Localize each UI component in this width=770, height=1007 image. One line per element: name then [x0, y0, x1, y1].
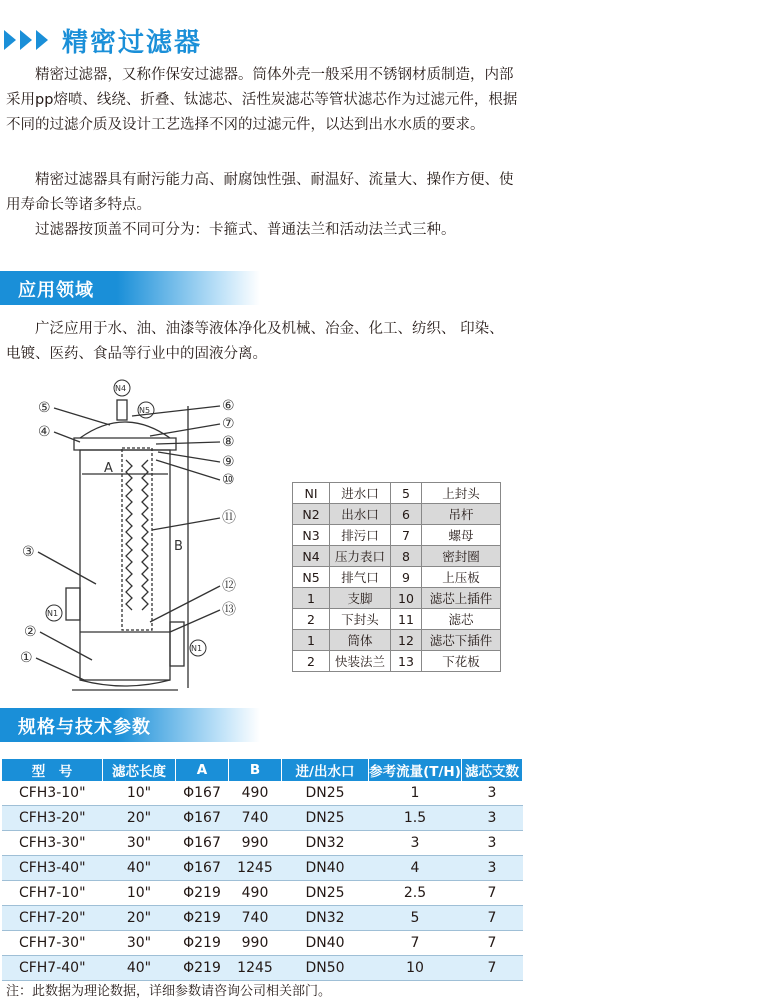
leader-9	[158, 452, 220, 462]
parts-cell: 8	[391, 546, 422, 567]
parts-cell: NI	[293, 483, 330, 504]
table-cell: 30"	[103, 831, 176, 856]
parts-cell: 筒体	[330, 630, 391, 651]
table-cell: 1.5	[369, 806, 462, 831]
parts-cell: 快装法兰	[330, 651, 391, 672]
leader-4	[54, 432, 80, 442]
table-cell: 740	[229, 806, 282, 831]
section-header-spec	[0, 708, 260, 742]
table-row	[2, 831, 523, 856]
parts-cell: 7	[391, 525, 422, 546]
intro-paragraph-2: 精密过滤器具有耐污能力高、耐腐蚀性强、耐温好、流量大、操作方便、使用寿命长等诸多特点。	[6, 172, 514, 213]
callout-13: ⑬	[222, 602, 236, 618]
parts-row	[293, 651, 501, 672]
leader-3	[38, 552, 96, 584]
parts-table	[292, 482, 501, 672]
callout-8: ⑧	[222, 434, 235, 450]
section-header-application	[0, 271, 260, 305]
table-cell: 7	[462, 906, 523, 931]
filter-diagram	[0, 370, 290, 700]
application-paragraph: 广泛应用于水、油、油漆等液体净化及机械、冶金、化工、纺织、 印染、电镀、医药、食品等行业中的固液分离。	[6, 321, 504, 362]
table-cell: Φ219	[176, 881, 229, 906]
callout-4: ④	[38, 424, 51, 440]
callout-1: ①	[20, 650, 33, 666]
table-cell: 7	[462, 956, 523, 981]
parts-cell: 1	[293, 630, 330, 651]
top-head	[80, 422, 170, 438]
spec-header-row	[2, 759, 523, 781]
parts-row	[293, 525, 501, 546]
footnote: 注：此数据为理论数据，详细参数请咨询公司相关部门。	[6, 984, 332, 999]
table-cell: CFH7-10"	[2, 881, 103, 906]
page-title: 精密过滤器	[62, 27, 203, 58]
parts-cell: 进水口	[330, 483, 391, 504]
parts-cell: 9	[391, 567, 422, 588]
callout-10: ⑩	[222, 472, 235, 488]
table-row	[2, 781, 523, 806]
callout-5: ⑤	[38, 400, 51, 416]
parts-cell: N2	[293, 504, 330, 525]
column-header: 型 号	[2, 759, 103, 781]
table-cell: 30"	[103, 931, 176, 956]
parts-cell: 上压板	[422, 567, 501, 588]
table-row	[2, 881, 523, 906]
table-cell: CFH3-30"	[2, 831, 103, 856]
column-header: 滤芯长度	[103, 759, 176, 781]
table-cell: DN32	[282, 831, 369, 856]
callout-9: ⑨	[222, 454, 235, 470]
table-cell: CFH3-20"	[2, 806, 103, 831]
table-cell: DN25	[282, 781, 369, 806]
table-cell: Φ167	[176, 831, 229, 856]
table-cell: 3	[462, 806, 523, 831]
table-cell: 10"	[103, 781, 176, 806]
arrow-icon	[20, 30, 32, 50]
n1-inlet-label: N1	[47, 609, 59, 618]
table-cell: 490	[229, 881, 282, 906]
vessel-body	[80, 450, 170, 680]
table-cell: DN40	[282, 856, 369, 881]
table-cell: 4	[369, 856, 462, 881]
parts-cell: 滤芯上插件	[422, 588, 501, 609]
table-cell: 490	[229, 781, 282, 806]
table-cell: 990	[229, 931, 282, 956]
dim-b-label: B	[174, 539, 183, 554]
column-header: 滤芯支数	[462, 759, 523, 781]
table-row	[2, 931, 523, 956]
table-cell: Φ219	[176, 931, 229, 956]
parts-cell: 密封圈	[422, 546, 501, 567]
callout-7: ⑦	[222, 416, 235, 432]
intro-paragraph-3: 过滤器按顶盖不同可分为：卡箍式、普通法兰和活动法兰式三种。	[35, 222, 456, 238]
arrow-icon	[36, 30, 48, 50]
table-cell: 7	[462, 881, 523, 906]
n1-inlet	[66, 588, 80, 620]
table-cell: 7	[462, 931, 523, 956]
parts-cell: N3	[293, 525, 330, 546]
leader-1	[36, 658, 84, 680]
table-cell: 3	[462, 781, 523, 806]
n4-label: N4	[115, 384, 127, 393]
parts-row	[293, 588, 501, 609]
table-cell: DN25	[282, 806, 369, 831]
table-row	[2, 856, 523, 881]
table-cell: 3	[369, 831, 462, 856]
parts-row	[293, 483, 501, 504]
parts-cell: 12	[391, 630, 422, 651]
table-cell: 20"	[103, 906, 176, 931]
table-row	[2, 806, 523, 831]
parts-cell: 13	[391, 651, 422, 672]
parts-cell: 排气口	[330, 567, 391, 588]
title-row	[0, 20, 202, 60]
callout-2: ②	[24, 624, 37, 640]
table-cell: 740	[229, 906, 282, 931]
table-cell: CFH7-30"	[2, 931, 103, 956]
parts-cell: 2	[293, 609, 330, 630]
table-cell: 3	[462, 831, 523, 856]
n4-port	[117, 400, 127, 420]
parts-cell: 滤芯下插件	[422, 630, 501, 651]
table-cell: CFH7-20"	[2, 906, 103, 931]
leader-7	[150, 424, 220, 436]
parts-cell: N5	[293, 567, 330, 588]
intro-paragraph-1: 精密过滤器，又称作保安过滤器。筒体外壳一般采用不锈钢材质制造，内部采用pp熔喷、线绕、折叠、钛滤芯、活性炭滤芯等管状滤芯作为过滤元件，根据不同的过滤介质及设计工艺选择不冈的过滤元件，以达到出水水质的要求。	[6, 67, 518, 133]
parts-cell: 11	[391, 609, 422, 630]
column-header: B	[229, 759, 282, 781]
table-cell: Φ167	[176, 806, 229, 831]
parts-cell: 1	[293, 588, 330, 609]
parts-cell: 10	[391, 588, 422, 609]
table-row	[2, 906, 523, 931]
parts-row	[293, 504, 501, 525]
column-header: 进/出水口	[282, 759, 369, 781]
section-header-label: 规格与技术参数	[18, 717, 151, 738]
leader-13	[170, 610, 220, 632]
table-cell: Φ167	[176, 781, 229, 806]
parts-cell: 出水口	[330, 504, 391, 525]
column-header: A	[176, 759, 229, 781]
table-cell: 1	[369, 781, 462, 806]
parts-cell: 2	[293, 651, 330, 672]
parts-cell: 压力表口	[330, 546, 391, 567]
parts-cell: 6	[391, 504, 422, 525]
table-cell: DN50	[282, 956, 369, 981]
parts-cell: 滤芯	[422, 609, 501, 630]
table-cell: CFH3-10"	[2, 781, 103, 806]
parts-row	[293, 609, 501, 630]
table-cell: CFH3-40"	[2, 856, 103, 881]
callout-12: ⑫	[222, 578, 236, 594]
table-cell: 1245	[229, 856, 282, 881]
table-cell: 20"	[103, 806, 176, 831]
table-cell: Φ167	[176, 856, 229, 881]
table-cell: DN25	[282, 881, 369, 906]
table-cell: 990	[229, 831, 282, 856]
parts-cell: 螺母	[422, 525, 501, 546]
table-cell: Φ219	[176, 956, 229, 981]
section-header-label: 应用领域	[18, 280, 94, 301]
table-cell: CFH7-40"	[2, 956, 103, 981]
dim-a-label: A	[104, 461, 113, 476]
table-cell: 7	[369, 931, 462, 956]
parts-cell: 下封头	[330, 609, 391, 630]
parts-row	[293, 567, 501, 588]
table-cell: 5	[369, 906, 462, 931]
callout-6: ⑥	[222, 398, 235, 414]
table-cell: DN32	[282, 906, 369, 931]
parts-cell: 排污口	[330, 525, 391, 546]
parts-row	[293, 546, 501, 567]
n5-label: N5	[139, 406, 151, 415]
table-cell: 1245	[229, 956, 282, 981]
leader-2	[40, 632, 92, 660]
arrow-icon	[4, 30, 16, 50]
parts-cell: 上封头	[422, 483, 501, 504]
table-cell: DN40	[282, 931, 369, 956]
table-cell: 40"	[103, 856, 176, 881]
parts-cell: 吊杆	[422, 504, 501, 525]
spec-table	[2, 759, 523, 981]
leader-12	[150, 586, 220, 622]
leader-11	[152, 518, 220, 530]
callout-11: ⑪	[222, 510, 236, 526]
parts-cell: 支脚	[330, 588, 391, 609]
table-cell: Φ219	[176, 906, 229, 931]
table-cell: 10"	[103, 881, 176, 906]
callout-3: ③	[22, 544, 35, 560]
table-cell: 2.5	[369, 881, 462, 906]
table-cell: 3	[462, 856, 523, 881]
column-header: 参考流量(T/H)	[369, 759, 462, 781]
leader-5	[54, 408, 110, 425]
parts-cell: 5	[391, 483, 422, 504]
bottom-head	[80, 680, 170, 686]
table-cell: 10	[369, 956, 462, 981]
parts-cell: N4	[293, 546, 330, 567]
table-row	[2, 956, 523, 981]
cartridge-pleats	[142, 460, 148, 610]
cartridge-pleats	[126, 460, 132, 610]
parts-cell: 下花板	[422, 651, 501, 672]
n1-outlet-label: N1	[191, 644, 203, 653]
parts-row	[293, 630, 501, 651]
table-cell: 40"	[103, 956, 176, 981]
